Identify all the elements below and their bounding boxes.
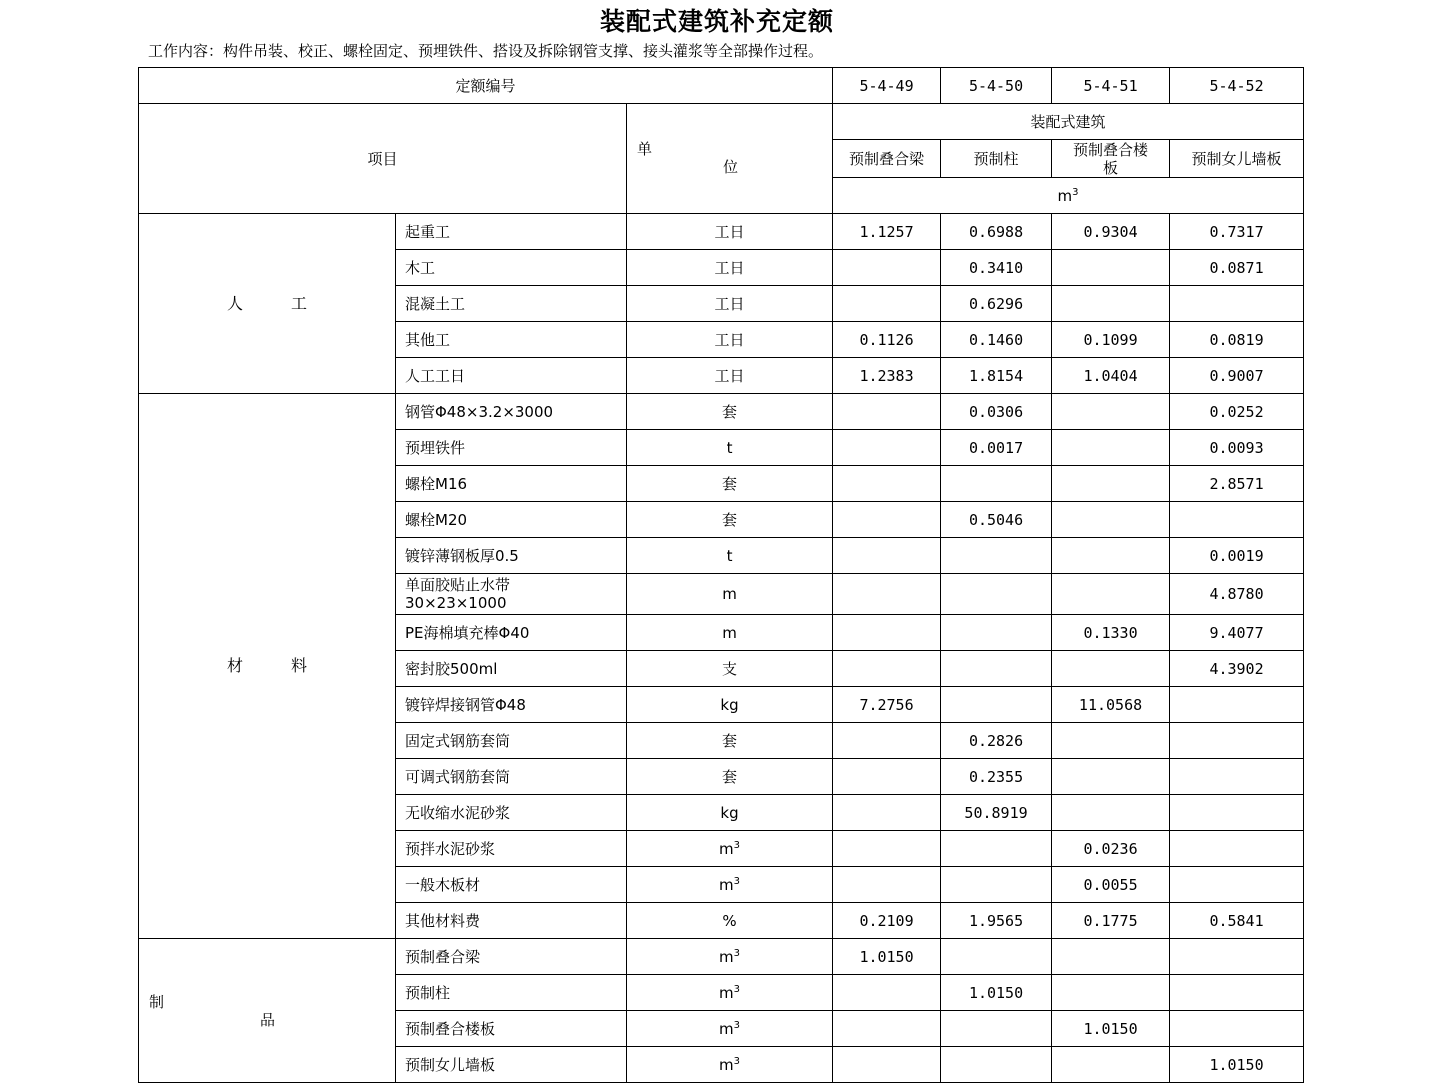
item-unit-base: kg bbox=[720, 695, 739, 714]
value-slab: 0.1775 bbox=[1052, 903, 1170, 939]
value-parapet: 4.3902 bbox=[1170, 651, 1304, 687]
value-slab bbox=[1052, 430, 1170, 466]
code-5-4-49: 5-4-49 bbox=[833, 68, 941, 104]
item-unit bbox=[627, 574, 833, 615]
value-beam bbox=[833, 250, 941, 286]
value-slab bbox=[1052, 975, 1170, 1011]
item-name bbox=[396, 1011, 627, 1047]
group-labor bbox=[139, 214, 396, 394]
item-name-text: 预拌水泥砂浆 bbox=[405, 839, 496, 858]
code-5-4-50: 5-4-50 bbox=[941, 68, 1052, 104]
item-unit bbox=[627, 358, 833, 394]
value-slab: 0.0236 bbox=[1052, 831, 1170, 867]
item-unit-exp: 3 bbox=[733, 947, 741, 959]
value-beam bbox=[833, 759, 941, 795]
value-parapet: 9.4077 bbox=[1170, 615, 1304, 651]
value-beam bbox=[833, 538, 941, 574]
value-parapet bbox=[1170, 1011, 1304, 1047]
item-name bbox=[396, 394, 627, 430]
item-unit bbox=[627, 502, 833, 538]
value-column bbox=[941, 1011, 1052, 1047]
item-unit bbox=[627, 1047, 833, 1083]
item-unit bbox=[627, 250, 833, 286]
group-material-label: 材 料 bbox=[226, 656, 307, 675]
value-column: 0.2355 bbox=[941, 759, 1052, 795]
value-parapet: 0.5841 bbox=[1170, 903, 1304, 939]
value-beam bbox=[833, 574, 941, 615]
item-name-text: 可调式钢筋套筒 bbox=[405, 767, 511, 786]
item-unit bbox=[627, 939, 833, 975]
item-name-text: 无收缩水泥砂浆 bbox=[405, 803, 511, 822]
table-row bbox=[139, 214, 1304, 250]
measure-unit-exp: 3 bbox=[1072, 186, 1079, 198]
item-unit-base: t bbox=[726, 546, 733, 565]
value-column bbox=[941, 574, 1052, 615]
value-column: 0.6988 bbox=[941, 214, 1052, 250]
item-name bbox=[396, 723, 627, 759]
page-title: 装配式建筑补充定额 bbox=[599, 7, 834, 36]
item-name-text: 镀锌焊接钢管Φ48 bbox=[405, 695, 526, 714]
item-name bbox=[396, 250, 627, 286]
code-label: 定额编号 bbox=[139, 68, 833, 104]
item-unit-base: 工日 bbox=[714, 258, 745, 277]
item-unit bbox=[627, 394, 833, 430]
unit-label-part-1: 单 bbox=[637, 140, 653, 158]
item-name bbox=[396, 502, 627, 538]
item-unit-base: 工日 bbox=[714, 330, 745, 349]
value-parapet bbox=[1170, 687, 1304, 723]
code-5-4-51: 5-4-51 bbox=[1052, 68, 1170, 104]
value-beam: 0.1126 bbox=[833, 322, 941, 358]
value-column bbox=[941, 867, 1052, 903]
table-row bbox=[139, 394, 1304, 430]
value-column bbox=[941, 651, 1052, 687]
value-parapet bbox=[1170, 286, 1304, 322]
value-parapet bbox=[1170, 502, 1304, 538]
item-unit-base: 工日 bbox=[714, 222, 745, 241]
item-unit-base: 套 bbox=[722, 767, 738, 786]
item-unit bbox=[627, 831, 833, 867]
item-unit bbox=[627, 615, 833, 651]
item-name bbox=[396, 939, 627, 975]
value-column bbox=[941, 538, 1052, 574]
value-parapet: 0.0252 bbox=[1170, 394, 1304, 430]
value-slab: 11.0568 bbox=[1052, 687, 1170, 723]
work-content-description: 工作内容：构件吊装、校正、螺栓固定、预埋铁件、搭设及拆除钢管支撑、接头灌浆等全部操作过程。 bbox=[148, 42, 824, 60]
value-beam bbox=[833, 723, 941, 759]
item-name bbox=[396, 795, 627, 831]
item-unit bbox=[627, 214, 833, 250]
item-unit-base: 套 bbox=[722, 510, 738, 529]
value-parapet: 0.0871 bbox=[1170, 250, 1304, 286]
value-column: 0.3410 bbox=[941, 250, 1052, 286]
value-column bbox=[941, 1047, 1052, 1083]
value-column: 0.2826 bbox=[941, 723, 1052, 759]
value-slab bbox=[1052, 466, 1170, 502]
value-beam bbox=[833, 975, 941, 1011]
value-slab: 1.0150 bbox=[1052, 1011, 1170, 1047]
code-5-4-52: 5-4-52 bbox=[1170, 68, 1304, 104]
value-column: 1.8154 bbox=[941, 358, 1052, 394]
item-name-text: 其他材料费 bbox=[405, 911, 481, 930]
item-name-text-line2: 30×23×1000 bbox=[405, 594, 507, 612]
group-material bbox=[139, 394, 396, 939]
item-name bbox=[396, 1047, 627, 1083]
value-beam bbox=[833, 651, 941, 687]
value-slab: 0.1099 bbox=[1052, 322, 1170, 358]
item-name-text: 预制叠合梁 bbox=[405, 947, 481, 966]
category-row bbox=[139, 104, 1304, 140]
subitem-slab: 预制叠合楼板 bbox=[1052, 140, 1170, 178]
value-beam: 1.2383 bbox=[833, 358, 941, 394]
item-name-text: 其他工 bbox=[405, 330, 451, 349]
item-unit-base: 工日 bbox=[714, 366, 745, 385]
item-unit-base: 套 bbox=[722, 402, 738, 421]
group-product-label-1: 制 bbox=[149, 993, 165, 1011]
value-slab bbox=[1052, 574, 1170, 615]
value-column: 0.0306 bbox=[941, 394, 1052, 430]
value-slab bbox=[1052, 502, 1170, 538]
value-beam: 0.2109 bbox=[833, 903, 941, 939]
value-beam bbox=[833, 286, 941, 322]
item-unit bbox=[627, 538, 833, 574]
measure-unit-base: m bbox=[1057, 186, 1073, 205]
item-name bbox=[396, 615, 627, 651]
category-label: 装配式建筑 bbox=[833, 104, 1304, 140]
value-parapet bbox=[1170, 867, 1304, 903]
value-parapet: 2.8571 bbox=[1170, 466, 1304, 502]
value-beam bbox=[833, 1011, 941, 1047]
value-parapet: 0.7317 bbox=[1170, 214, 1304, 250]
value-parapet: 4.8780 bbox=[1170, 574, 1304, 615]
value-slab: 0.0055 bbox=[1052, 867, 1170, 903]
item-unit-exp: 3 bbox=[733, 839, 741, 851]
value-slab bbox=[1052, 286, 1170, 322]
value-column bbox=[941, 939, 1052, 975]
item-name bbox=[396, 831, 627, 867]
value-parapet bbox=[1170, 759, 1304, 795]
item-name-text: 密封胶500ml bbox=[405, 659, 498, 678]
item-unit-base: m bbox=[719, 1055, 734, 1074]
item-name-text: 单面胶贴止水带 bbox=[405, 576, 511, 594]
value-parapet bbox=[1170, 939, 1304, 975]
item-unit bbox=[627, 759, 833, 795]
item-unit-base: 套 bbox=[722, 474, 738, 493]
value-column: 0.1460 bbox=[941, 322, 1052, 358]
item-name bbox=[396, 903, 627, 939]
value-parapet: 1.0150 bbox=[1170, 1047, 1304, 1083]
item-name bbox=[396, 430, 627, 466]
item-unit-base: m bbox=[719, 947, 734, 966]
item-unit-base: m bbox=[722, 585, 737, 603]
value-beam bbox=[833, 430, 941, 466]
value-slab bbox=[1052, 759, 1170, 795]
value-slab bbox=[1052, 1047, 1170, 1083]
item-unit bbox=[627, 903, 833, 939]
value-parapet: 0.9007 bbox=[1170, 358, 1304, 394]
value-column: 0.5046 bbox=[941, 502, 1052, 538]
value-beam bbox=[833, 394, 941, 430]
subitem-parapet: 预制女儿墙板 bbox=[1170, 140, 1304, 178]
item-name-text: 螺栓M20 bbox=[405, 510, 468, 529]
item-unit-base: kg bbox=[720, 803, 739, 822]
value-column bbox=[941, 687, 1052, 723]
value-column bbox=[941, 466, 1052, 502]
item-name bbox=[396, 687, 627, 723]
item-name-text: 预制女儿墙板 bbox=[405, 1055, 496, 1074]
value-slab: 0.1330 bbox=[1052, 615, 1170, 651]
item-name-text: 预埋铁件 bbox=[405, 438, 466, 457]
value-column: 50.8919 bbox=[941, 795, 1052, 831]
item-unit-base: m bbox=[722, 623, 737, 642]
item-name bbox=[396, 759, 627, 795]
item-name-text: 起重工 bbox=[405, 222, 451, 241]
item-name-text: 木工 bbox=[405, 258, 436, 277]
unit-label-part-2: 位 bbox=[723, 158, 739, 176]
value-column bbox=[941, 615, 1052, 651]
item-unit-base: % bbox=[722, 911, 737, 930]
code-row bbox=[139, 68, 1304, 104]
item-name-text: 固定式钢筋套筒 bbox=[405, 731, 511, 750]
item-unit-base: m bbox=[719, 839, 734, 858]
value-slab bbox=[1052, 538, 1170, 574]
item-name bbox=[396, 574, 627, 615]
value-parapet: 0.0819 bbox=[1170, 322, 1304, 358]
value-beam bbox=[833, 1047, 941, 1083]
item-name-text: 预制叠合楼板 bbox=[405, 1019, 496, 1038]
item-unit bbox=[627, 430, 833, 466]
item-name bbox=[396, 214, 627, 250]
value-column: 1.0150 bbox=[941, 975, 1052, 1011]
item-unit bbox=[627, 687, 833, 723]
item-name bbox=[396, 651, 627, 687]
item-unit-base: 支 bbox=[722, 659, 738, 678]
item-name-text: 预制柱 bbox=[405, 983, 451, 1002]
item-unit-exp: 3 bbox=[733, 1019, 741, 1031]
item-name-text: 人工工日 bbox=[405, 366, 466, 385]
subitem-beam: 预制叠合梁 bbox=[833, 140, 941, 178]
item-name bbox=[396, 466, 627, 502]
value-column: 0.0017 bbox=[941, 430, 1052, 466]
value-slab bbox=[1052, 651, 1170, 687]
item-unit-base: t bbox=[726, 438, 733, 457]
value-beam bbox=[833, 867, 941, 903]
item-name-text: 混凝土工 bbox=[405, 294, 466, 313]
item-unit bbox=[627, 975, 833, 1011]
item-unit bbox=[627, 466, 833, 502]
item-name bbox=[396, 867, 627, 903]
value-parapet bbox=[1170, 723, 1304, 759]
item-label: 项目 bbox=[139, 104, 627, 214]
value-column: 0.6296 bbox=[941, 286, 1052, 322]
value-beam bbox=[833, 615, 941, 651]
value-beam bbox=[833, 795, 941, 831]
value-parapet bbox=[1170, 831, 1304, 867]
item-name bbox=[396, 538, 627, 574]
value-parapet bbox=[1170, 975, 1304, 1011]
value-slab: 1.0404 bbox=[1052, 358, 1170, 394]
item-unit-base: m bbox=[719, 875, 734, 894]
table-row bbox=[139, 939, 1304, 975]
item-unit bbox=[627, 867, 833, 903]
item-name bbox=[396, 358, 627, 394]
subitem-column: 预制柱 bbox=[941, 140, 1052, 178]
group-product bbox=[139, 939, 396, 1083]
value-slab bbox=[1052, 250, 1170, 286]
item-unit-exp: 3 bbox=[733, 1055, 741, 1067]
item-unit-exp: 3 bbox=[733, 983, 741, 995]
group-product-label-2: 品 bbox=[260, 1011, 276, 1029]
value-beam: 1.1257 bbox=[833, 214, 941, 250]
value-slab bbox=[1052, 795, 1170, 831]
item-name bbox=[396, 975, 627, 1011]
value-beam bbox=[833, 466, 941, 502]
value-parapet: 0.0019 bbox=[1170, 538, 1304, 574]
value-beam: 1.0150 bbox=[833, 939, 941, 975]
value-beam: 7.2756 bbox=[833, 687, 941, 723]
item-name bbox=[396, 286, 627, 322]
item-unit bbox=[627, 723, 833, 759]
item-name-text: 钢管Φ48×3.2×3000 bbox=[405, 402, 554, 421]
item-unit bbox=[627, 322, 833, 358]
item-name-text: PE海棉填充棒Φ40 bbox=[405, 623, 530, 642]
item-name-text: 一般木板材 bbox=[405, 875, 481, 894]
value-column bbox=[941, 831, 1052, 867]
item-unit bbox=[627, 651, 833, 687]
item-unit-base: m bbox=[719, 983, 734, 1002]
group-labor-label: 人 工 bbox=[226, 293, 307, 313]
item-unit-exp: 3 bbox=[733, 875, 741, 887]
value-column: 1.9565 bbox=[941, 903, 1052, 939]
item-unit-base: m bbox=[719, 1019, 734, 1038]
value-parapet bbox=[1170, 795, 1304, 831]
item-name-text: 螺栓M16 bbox=[405, 474, 468, 493]
item-unit-base: 套 bbox=[722, 731, 738, 750]
item-unit-base: 工日 bbox=[714, 294, 745, 313]
value-beam bbox=[833, 502, 941, 538]
value-slab bbox=[1052, 723, 1170, 759]
value-slab bbox=[1052, 394, 1170, 430]
quota-table bbox=[138, 67, 1304, 1083]
value-beam bbox=[833, 831, 941, 867]
item-unit bbox=[627, 795, 833, 831]
measure-unit bbox=[833, 178, 1304, 214]
item-name bbox=[396, 322, 627, 358]
value-parapet: 0.0093 bbox=[1170, 430, 1304, 466]
unit-label bbox=[627, 104, 833, 214]
item-unit bbox=[627, 286, 833, 322]
item-name-text: 镀锌薄钢板厚0.5 bbox=[405, 546, 519, 565]
item-unit bbox=[627, 1011, 833, 1047]
value-slab: 0.9304 bbox=[1052, 214, 1170, 250]
value-slab bbox=[1052, 939, 1170, 975]
